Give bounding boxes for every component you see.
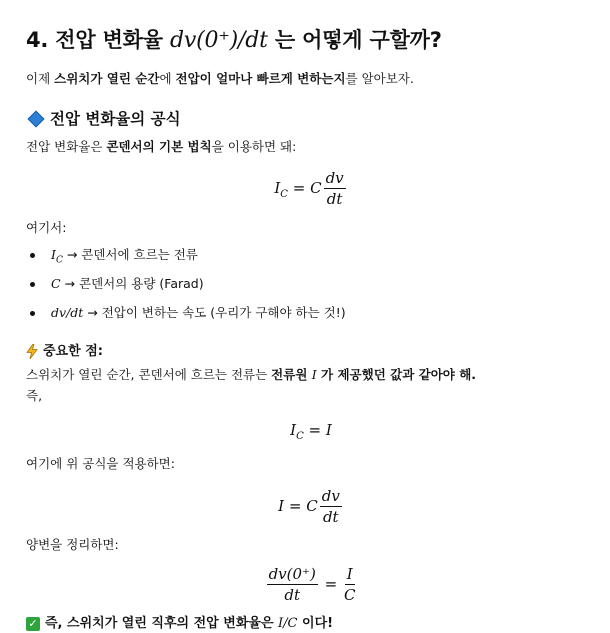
eq2-equals: = — [308, 421, 322, 439]
heading-math: dv(0⁺)/dt — [169, 28, 268, 53]
eq4-right-denominator: C — [343, 586, 356, 604]
subsection-heading — [26, 107, 181, 129]
bullet-symbol: I — [51, 247, 56, 262]
important-heading — [26, 343, 103, 361]
intro-text-3: 를 알아보자. — [345, 71, 414, 86]
equation-current — [26, 421, 596, 442]
bullet-text: → 콘덴서에 흐르는 전류 — [62, 247, 198, 262]
list-item — [26, 301, 346, 330]
intro-text-1: 이제 — [26, 71, 55, 86]
eq3-fraction — [320, 488, 342, 525]
important-math: I — [311, 367, 317, 382]
eq4-left-fraction — [267, 566, 318, 603]
check-icon: ✓ — [26, 617, 40, 631]
conclusion-text-1: 즉, 스위치가 열린 직후의 전압 변화율은 — [45, 616, 279, 631]
eq1-coef: C — [310, 179, 322, 197]
list-item — [26, 272, 346, 301]
list-item — [26, 243, 346, 272]
subsection-title: 전압 변화율의 공식 — [50, 110, 181, 128]
important-text: 스위치가 열린 순간, 콘덴서에 흐르는 전류는 — [26, 367, 272, 382]
eq3-lhs: I — [278, 497, 285, 515]
formula-intro-bold: 콘덴서의 기본 법칙 — [106, 139, 212, 154]
conclusion-text-2: 이다! — [297, 616, 334, 631]
eq4-right-numerator: I — [346, 565, 353, 583]
eq4-left-denominator: dt — [284, 586, 300, 604]
formula-intro — [26, 138, 296, 156]
intro-paragraph — [26, 70, 414, 88]
section-heading — [26, 24, 442, 54]
bullet-text: → 콘덴서의 용량 (Farad) — [60, 276, 204, 291]
eq3-coef: C — [306, 497, 318, 515]
bullet-text: → 전압이 변하는 속도 (우리가 구해야 하는 것!) — [83, 305, 346, 320]
eq2-lhs-sub: C — [296, 431, 304, 442]
equation-result — [26, 566, 596, 603]
heading-prefix: 4. 전압 변화율 — [26, 28, 163, 52]
eq1-numerator: dv — [325, 169, 344, 187]
bullet-symbol-sub: C — [55, 255, 63, 266]
eq3-denominator: dt — [322, 508, 339, 526]
intro-bold-2: 전압이 얼마나 빠르게 변하는지 — [175, 71, 346, 86]
important-line — [26, 366, 476, 384]
blue-diamond-icon — [28, 111, 45, 128]
rearrange-label: 양변을 정리하면: — [26, 537, 119, 552]
apply-label: 여기에 위 공식을 적용하면: — [26, 456, 175, 471]
eq2-rhs: I — [325, 421, 332, 439]
eq1-fraction — [324, 170, 346, 207]
definition-list — [26, 243, 346, 330]
eq1-lhs-sub: C — [280, 189, 288, 200]
important-bold-1: 전류원 — [271, 367, 312, 382]
eq4-equals: = — [324, 575, 338, 593]
bullet-symbol: C — [51, 276, 61, 291]
important-title: 중요한 점: — [43, 344, 103, 359]
conclusion-math: I/C — [278, 616, 298, 631]
so-label: 즉, — [26, 388, 43, 403]
eq1-lhs: I — [274, 179, 281, 197]
eq4-right-fraction — [344, 566, 355, 603]
intro-text-2: 에 — [159, 71, 176, 86]
intro-bold-1: 스위치가 열린 순간 — [54, 71, 160, 86]
conclusion-line — [26, 615, 333, 633]
equation-capacitor-law — [26, 170, 596, 207]
equation-applied — [26, 488, 596, 525]
formula-intro-text-2: 을 이용하면 돼: — [211, 139, 297, 154]
eq4-left-numerator: dv(0⁺) — [268, 565, 316, 583]
eq3-numerator: dv — [321, 487, 340, 505]
eq3-equals: = — [288, 497, 302, 515]
heading-suffix: 는 어떻게 구할까? — [274, 28, 442, 52]
eq2-lhs: I — [290, 421, 297, 439]
lightning-icon — [26, 344, 38, 359]
important-bold-2: 가 제공했던 값과 같아야 해. — [316, 367, 477, 382]
where-label: 여기서: — [26, 220, 67, 235]
formula-intro-text-1: 전압 변화율은 — [26, 139, 107, 154]
bullet-symbol: dv/dt — [51, 305, 84, 320]
eq1-equals: = — [292, 179, 306, 197]
eq1-denominator: dt — [326, 190, 343, 208]
